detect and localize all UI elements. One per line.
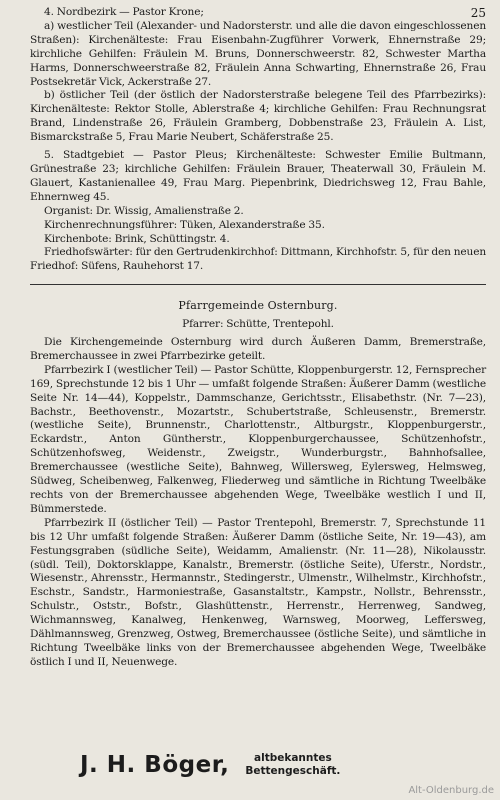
paragraph-nordbezirk-heading: 4. Nordbezirk — Pastor Krone; [44, 6, 204, 18]
page-number: 25 [470, 6, 486, 20]
paragraph-friedhofswaerter: Friedhofswärter: für den Gertrudenkirchhof: Dittmann, Kirchhofstr. 5, für den neuen Friedhof: Süfens, Rauhehorst 17. [30, 246, 486, 273]
paragraph-kirchenbote: Kirchenbote: Brink, Schüttingstr. 4. [44, 232, 230, 245]
paragraph-nordbezirk-east: b) östlicher Teil (der östlich der Nadorsterstraße belegene Teil des Pfarrbezirks): Kirchenälteste: Rektor Stolle, Ablerstraße 4; kirchliche Gehilfen: Frau Rechnungsrat Brand, Lindenstraße 26, Fräulein Gramberg, Dobbenstraße 23, Fräulein A. List, Bismarckstraße 5, Frau Marie Neubert, Schäferstraße 25. [30, 89, 486, 144]
paragraph-pfarrbezirk-1: Pfarrbezirk I (westlicher Teil) — Pastor Schütte, Kloppenburgerstr. 12, Fernsprecher 169, Sprechstunde 12 bis 1 Uhr — umfaßt folgende Straßen: Äußerer Damm (westliche Seite Nr. 14—44), Koppelstr., Dammschanze, Gerichtsstr., Elisabethstr. (Nr. 7—23), Bachstr., Beethovenstr., Mozartstr., Schubertstraße, Schleusenstr., Bremerstr. (westliche Seite), Brunnenstr., Charlottenstr., Altburgstr., Kloppenburgerstr., Eckardstr., Anton Güntherstr., Kloppenburgerchaussee, Schützenhofstr., Schützenhofsweg, Weidenstr., Zweigstr., Wunderburgstr., Bahnhofsallee, Bremerchaussee (westliche Seite), Bahnweg, Willersweg, Eylersweg, Helmsweg, Südweg, Scheibenweg, Falkenweg, Fliederweg und sämtliche in Richtung Tweelbäke rechts von der Bremerchaussee abgehenden Wege, Tweelbäke westlich I und II, Bümmerstede. [30, 363, 486, 515]
paragraph-pfarrbezirk-2: Pfarrbezirk II (östlicher Teil) — Pastor Trentepohl, Bremerstr. 7, Sprechstunde 11 bis 12 Uhr umfaßt folgende Straßen: Äußerer Damm (östliche Seite, Nr. 19—43), am Festungsgraben (südliche Seite), Weidamm, Amalienstr. (Nr. 11—28), Nikolausstr. (südl. Teil), Doktorsklappe, Kanalstr., Bremerstr. (östliche Seite), Uferstr., Nordstr., Wiesenstr., Ahrensstr., Hermannstr., Stedingerstr., Ulmenstr., Wilhelmstr., Kirchhofstr., Eschstr., Sandstr., Harmoniestraße, Gasanstaltstr., Kampstr., Nollstr., Behrensstr., Schulstr., Oststr., Bofstr., Glashüttenstr., Herrenstr., Herrenweg, Sandweg, Wichmannsweg, Kanalweg, Henkenweg, Warnsweg, Moorweg, Leffersweg, Dählmannsweg, Grenzweg, Ostweg, Bremerchaussee (östliche Seite), und sämtliche in Richtung Tweelbäke links von der Bremerchaussee abgehenden Wege, Tweelbäke östlich I und II, Neuenwege. [30, 516, 486, 668]
section-pfarrer: Pfarrer: Schütte, Trentepohl. [182, 318, 334, 331]
section-title: Pfarrgemeinde Osternburg. [178, 299, 338, 313]
advert-line-2: Bettengeschäft. [245, 765, 341, 777]
section-divider [30, 284, 486, 285]
paragraph-organist: Organist: Dr. Wissig, Amalienstraße 2. [44, 204, 244, 217]
watermark: Alt-Oldenburg.de [408, 785, 494, 796]
advertisement [80, 752, 340, 778]
advert-description [245, 752, 340, 778]
advert-name: J. H. Böger, [80, 752, 230, 778]
osternburg-section [30, 299, 486, 670]
advert-line-1: altbekanntes [254, 752, 332, 764]
paragraph-nordbezirk-west: a) westlicher Teil (Alexander- und Nadorsterstr. und alle die davon eingeschlossenen Straßen): Kirchenälteste: Frau Eisenbahn-Zugführer Vorwerk, Ehnernstraße 29; kirchliche Gehilfen: Fräulein M. Bruns, Donnerschweerstr. 82, Schwester Martha Harms, Donnerschweerstraße 82, Fräulein Anna Schwarting, Ehnernstraße 26, Frau Postsekretär Vick, Ackerstraße 27. [30, 19, 486, 88]
paragraph-rechnungsfuehrer: Kirchenrechnungsführer: Tüken, Alexanderstraße 35. [44, 218, 325, 231]
upper-text-block [30, 6, 486, 274]
paragraph-stadtgebiet: 5. Stadtgebiet — Pastor Pleus; Kirchenälteste: Schwester Emilie Bultmann, Grünestraße 23; kirchliche Gehilfen: Fräulein Brauer, Theaterwall 30, Fräulein M. Glauert, Kastanienallee 49, Frau Marg. Piepenbrink, Diedrichsweg 12, Frau Bahle, Ehnernweg 45. [30, 149, 486, 203]
section-intro: Die Kirchengemeinde Osternburg wird durch Äußeren Damm, Bremerstraße, Bremerchaussee in zwei Pfarrbezirke geteilt. [30, 336, 486, 362]
